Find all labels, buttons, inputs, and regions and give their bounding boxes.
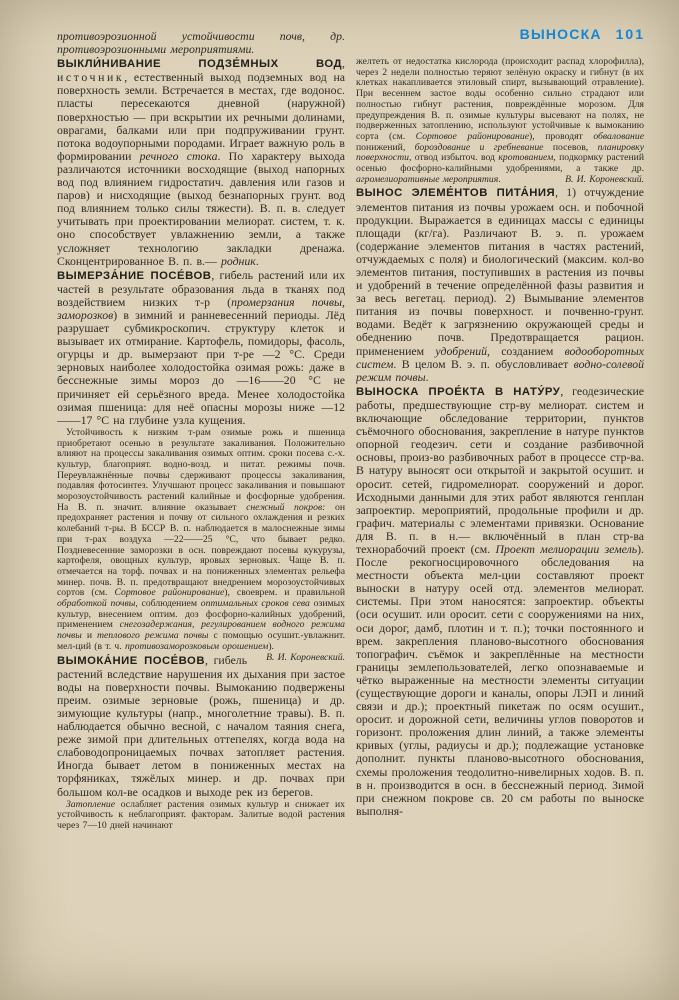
small-print-paragraph <box>57 800 345 832</box>
text-run: с помощью осушит.-увлажнит. мел-ций (в т. ч. <box>57 630 345 652</box>
text-run: посевов, <box>543 141 598 153</box>
text-run: ослабляет растения озимых культур и снижает их устойчивость к неблагоприят. факторам. Залитые водой растения через 7—10 дней начинают <box>57 798 345 832</box>
author-signature: В. И. Короневский. <box>565 173 644 185</box>
italic-term: удобрений <box>435 343 487 358</box>
continuation-paragraph <box>57 30 345 56</box>
text-run: . По характеру выхода различаются источники восходящие (выход напорных вод под влиянием гидростатич. давления или газов и паров) и нисходящие (выход безнапорных грунт. вод под влиянием только силы тяжести). В. п. в. следует учитывать при проектировании мелиорат. систем, т. к. оно способствует увлажнению земли, а также усложняет технологию закладки дренажа. Сконцентрированное В. п. в.— <box>57 148 345 268</box>
text-run: желтеть от недостатка кислорода (происходит распад хлорофилла), через 2 недели полностью теряют зелёную окраску и гибнут (в их клетках накапливается этиловый спирт, вызывающий отравление). При весеннем застое воды особенно сильно страдают или полностью гибнут растения, повреждённые морозом. Для предупреждения В. п. озимые культуры высевают на полях, не подверженных затоплению, используют устойчивые к вымоканию сорта (см. <box>356 56 644 142</box>
right-column <box>356 30 644 972</box>
entry-paragraph <box>57 57 345 268</box>
entry-paragraph <box>57 651 345 799</box>
italic-term: речного стока <box>139 148 218 163</box>
text-run: , естественный выход подземных вод на поверхность земли. Встречается в местах, где водонос. пласты пересекаются дневной (наружной) поверхностью — при вскрытии их речными долинами, оврагами, балками или при подпруживании грунт. потока водоупорными породами. Играет важную роль в формировании <box>57 70 345 163</box>
italic-term: водооборотных систем <box>356 343 644 371</box>
text-run: ), своеврем. и правильной <box>224 587 345 599</box>
italic-term: противозаморозковым орошением <box>124 640 269 652</box>
entry-headword: ВЫКЛИ́НИВАНИЕ ПОДЗЕ́МНЫХ ВОД <box>57 58 343 71</box>
text-run: , соблюдением <box>135 598 201 610</box>
italic-term: снежный покров: <box>246 501 326 513</box>
entry-paragraph <box>356 186 644 383</box>
running-head-title: ВЫНОСКА <box>519 26 602 42</box>
entry-headword: ВЫНОС ЭЛЕМЕ́НТОВ ПИТА́НИЯ <box>356 187 556 200</box>
letterspaced-term: источник <box>57 70 125 85</box>
italic-term: кротованием <box>498 152 554 164</box>
italic-term: теплового режима почвы <box>97 630 209 642</box>
entry-headword: ВЫМОКА́НИЕ ПОСЕ́ВОВ <box>57 654 206 667</box>
italic-term: водно-солевой режим почвы <box>356 356 644 384</box>
text-run: понижений, <box>356 141 415 153</box>
text-run: . <box>498 173 501 185</box>
text-run: , 1) отчуждение элементов питания из почвы урожаем осн. и побочной продукции. Выражается в единицах массы с единицы площади (кг/га). Различают В. э. п. урожаем (содержание элементов питания в частях растений, отчуждаемых с поля) и биологический (максим. кол-во элементов питания, поступивших в растения из почвы и удобрений в течение определённой фазы развития и за весь вегетац. период). 2) Вымывание элементов питания из почвы поверхност. и почвенно-грунт. водами. Ведёт к загрязнению окружающей среды и обеднению почв. Предотвращается рацион. применением <box>356 185 644 358</box>
text-run: ), проводят <box>529 130 594 142</box>
italic-term: противоэрозионной устойчивости почв, др. противоэрозионными мероприятиями. <box>57 30 345 57</box>
text-run: , гибель растений или их частей в результате образования льда в тканях под воздействием низких т-р ( <box>57 267 345 309</box>
italic-term: бороздование и гребневание <box>414 141 544 153</box>
text-run: и <box>81 630 97 642</box>
entry-paragraph <box>356 385 644 818</box>
text-run: . <box>255 253 259 268</box>
text-run: , <box>192 619 202 631</box>
text-run: , созданием <box>487 343 565 358</box>
italic-term: родник <box>220 253 256 268</box>
entry-paragraph <box>57 269 345 427</box>
text-run: он предохраняет растения и почву от сильного охлаждения и резких колебаний т-ры. В БССР В. п. наблюдается в малоснежные зимы при т-рах воздуха —22——25 °С, что бывает редко. Поздневесенние заморозки в осн. повреждают посевы кукурузы, картофеля, овощных культур, яровых зерновых. Чаще В. п. отмечается на торф. почвах и на пониженных элементах рельефа минер. почв. В. п. предотвращают внедрением морозоустойчивых сортов (см. <box>57 501 345 599</box>
text-run: , гибель растений вследствие нарушения их дыхания при застое воды на поверхности почвы. Вымоканию подвержены преим. озимые зерновые (рожь, пшеница) и др. зимующие культуры (напр., многолетние травы). В. п. наблюдается обычно весной, с началом таяния снега, реже зимой при длительных оттепелях, когда вода на слабоводопроницаемых почвах затопляет растения. Иногда бывает летом в пониженных местах на торфяниках, тяжёлых минер. и др. почвах при большом кол-ве осадков и выходе рек из берегов. <box>57 652 345 799</box>
italic-term: Затопление <box>66 798 116 810</box>
italic-term: Сортовое районирование <box>114 587 225 599</box>
italic-term: промерзания почвы, заморозков <box>57 294 345 322</box>
author-signature: В. И. Короневский. <box>266 651 345 663</box>
text-run: . В целом В. э. п. обусловливает <box>393 356 574 371</box>
text-run: . <box>425 369 429 384</box>
text-columns <box>57 30 645 972</box>
italic-term: Сортовое районирование <box>415 130 530 142</box>
italic-term: обработкой почвы <box>57 598 136 610</box>
text-run: ). После рекогносцировочного обследования на местности объекта мел-ции составляют проект выноски в натуру осей отд. элементов мелиорат. системы. При этом наносятся: запроектир. объекты (оси осушит. или оросит. сети с сооружениями на них, оси дорог, дамб, плотин и т. п.); точки постоянного и врем. закрепления планово-высотного обоснования топографич. съёмок и закреплённые на местности границы землепользователей, легко опознаваемые и чётко выраженные на местности элементы ситуации (существующие дороги и каналы, опоры ЛЭП и линий связи и др.); проектный пикетаж по осям осушит., оросит. и дорожной сети, величины углов поворотов и горизонт. проложения длин линий, а также элементы кривых (углы, радиусы и др.); подлежащие установке дополнит. пункты планово-высотного обоснования, схемы проложения теодолитно-нивелирных ходов. В. п. в н. производится в осн. в бесснежный период. Зимой при снежном покрове св. 20 см работы по выноске выполня- <box>356 541 644 818</box>
text-run: озимых культур, внесением оптим. доз фосфорно-калийных удобрений, применением <box>57 598 345 631</box>
entry-headword: ВЫНОСКА ПРОЕ́КТА В НАТУ́РУ <box>356 385 561 398</box>
page-number: 101 <box>615 26 645 42</box>
italic-term: обвалование <box>593 130 644 142</box>
text-run: ). <box>268 640 274 652</box>
italic-term: регулированием водного режима почвы <box>57 619 345 642</box>
text-run: , подкормку растений осенью фосфорно-калийными удобрениями, а также др. <box>356 152 644 175</box>
italic-term: Проект мелиорации земель <box>495 541 638 556</box>
italic-term: планировку поверхности <box>356 141 644 164</box>
text-run: ) в зимний и ранневесенний периоды. Лёд разрушает субмикроскопич. структуру клеток и вызывает их отмирание. Картофель, помидоры, фасоль, огурцы и др. вымерзают при т-ре —2 °С. Среди зерновых наиболее холодостойка озимая рожь: даже в бесснежные зимы мороз до —16——20 °С не причиняет ей серьёзного вреда. Менее холодостойка озимая пшеница: для неё опасны морозы ниже —12——17 °С на глубине узла кущения. <box>57 307 345 427</box>
small-print-continuation-paragraph <box>356 57 644 185</box>
italic-term: агромелиоративные мероприятия <box>356 173 499 185</box>
text-run: , отвод избыточ. вод <box>408 152 499 164</box>
text-run: Устойчивость к низким т-рам озимые рожь и пшеница приобретают осенью в результате закаливания. Положительно влияют на процессы закаливания озимых оптим. сроки посева с.-х. культур, благоприят. водно-возд. и питат. режимы почв. Переувлажнённые почвы сдерживают процессы закаливания, подавляя фотосинтез. Улучшают процесс закаливания и повышают морозоустойчивость растений калийные и фосфорные удобрения. На В. п. значит. влияние оказывает <box>57 426 345 513</box>
italic-term: оптимальных сроков сева <box>200 598 310 610</box>
left-column <box>57 30 345 972</box>
text-run: , геодезические работы, предшествующие стр-ву мелиорат. систем и включающие обследование территории, пунктов съёмочного обоснования, закрепление в натуре пунктов опорной геодезич. сети и создание разбивочной основы, произ-во разбивочных работ в процессе стр-ва. В натуру выносят оси открытой и закрытой осушит. и оросит. сетей, гидромелиорат. сооружений и дорог. Исходными данными для этих работ являются генплан запроектир. мероприятий, продольные профили и др. графич. материалы с элементами привязки. Основание для В. п. в н.— включённый в план стр-ва технорабочий проект (см. <box>356 383 644 556</box>
italic-term: снегозадержания <box>119 619 192 631</box>
text-run: , <box>342 56 345 71</box>
entry-headword: ВЫМЕРЗА́НИЕ ПОСЕ́ВОВ <box>57 269 212 282</box>
